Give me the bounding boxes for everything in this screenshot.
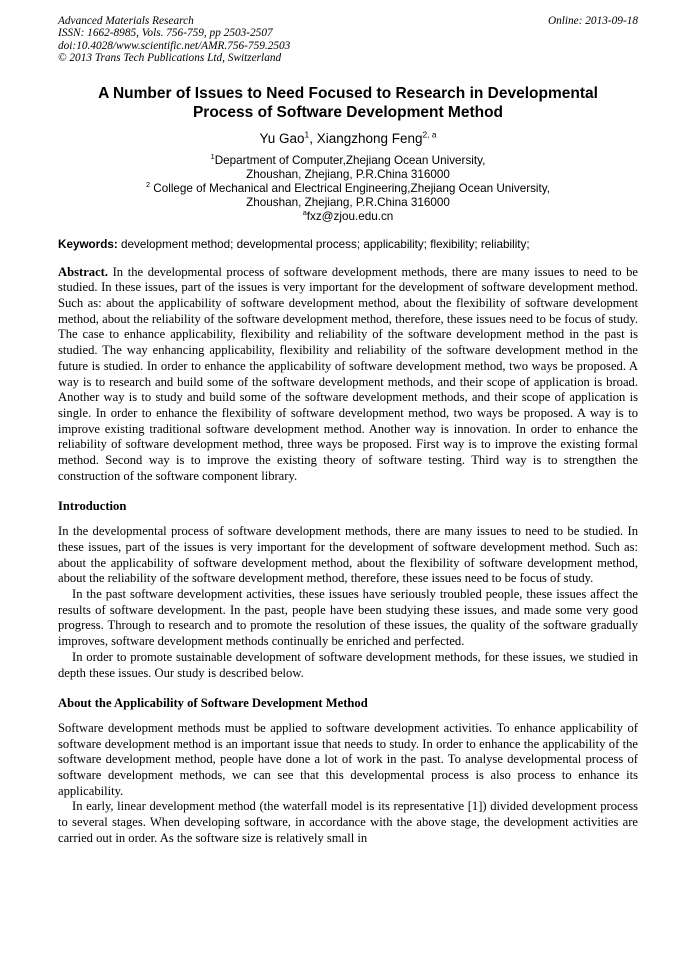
- email-superscript: a: [302, 207, 307, 217]
- doi-line: doi:10.4028/www.scientific.net/AMR.756-759.2503: [58, 39, 291, 52]
- issn-line: ISSN: 1662-8985, Vols. 756-759, pp 2503-2507: [58, 27, 273, 40]
- affiliation-2-line-2: Zhoushan, Zhejiang, P.R.China 316000: [246, 195, 450, 209]
- abstract-paragraph: [58, 265, 638, 485]
- online-date: Online: 2013-09-18: [547, 15, 638, 27]
- affiliation-2-superscript: 2: [145, 179, 151, 189]
- journal-name: Advanced Materials Research: [58, 15, 194, 27]
- affiliation-1-line-2: Zhoushan, Zhejiang, P.R.China 316000: [246, 167, 450, 181]
- applicability-paragraph-1: Software development methods must be applied to software development activities. To enhance applicability of software development method is an important issue that needs to study. In order to enhance the applicability of the software development method, people have done a lot of work in the past. To analyse developmental process of software development methods, we can see that this developmental process is also process to enhance its applicability.: [58, 720, 638, 798]
- copyright-line: © 2013 Trans Tech Publications Ltd, Switzerland: [58, 52, 282, 65]
- applicability-paragraph-2: In early, linear development method (the waterfall model is its representative [1]) divided development process to several stages. When developing software, in accordance with the above stage, the development activities are carried out in order. As the software size is relatively small in: [58, 799, 638, 845]
- abstract-text: In the developmental process of software development methods, there are many issues to need to be studied. In these issues, part of the issues is very important for the development of software development method. Such as: about the applicability of software development method, about the flexibility of software development method, about the reliability of the software development method, therefore, these issues need to be focus of study. The case to enhance applicability, flexibility and reliability of the software development method in the past is studied. The way enhancing applicability, flexibility and reliability of the software development method in the future is studied. In order to enhance the applicability of software development method, two ways be proposed. A way is to research and build some of the software development methods, and their scope of application is broad. Another way is to study and build some of the software development methods, and their scope of application is single. In order to enhance the flexibility of software development method, two ways be proposed. A way is to improve existing traditional software development method. Another way is innovation. In order to enhance the reliability of software development method, three ways be proposed. First way is to improve the existing formal method. Second way is to improve the existing theory of software testing. Third way is to strengthen the construction of the software component library.: [58, 264, 638, 483]
- abstract-label: Abstract.: [58, 264, 109, 279]
- section-heading-introduction: Introduction: [58, 499, 127, 514]
- authors-line: [58, 130, 638, 147]
- affiliation-2-text: College of Mechanical and Electrical Engineering,Zhejiang Ocean University,: [150, 181, 550, 195]
- affiliation-1-line-1: [58, 151, 638, 168]
- introduction-paragraph-2: In the past software development activities, these issues have seriously troubled people, these issues affect the results of software development. In the past, people have been studying these issues, and made some very good progress. Through to research and to promote the resolution of these issues, the quality of the software gradually improves, software development methods continually be enriched and perfected.: [58, 586, 638, 649]
- keywords-label: Keywords:: [58, 237, 118, 251]
- affiliations-block: [58, 151, 638, 224]
- author-2: Xiangzhong Feng: [316, 130, 423, 146]
- publication-info: [58, 15, 290, 65]
- email-line: [58, 207, 638, 224]
- affiliation-1-superscript: 1: [210, 151, 215, 161]
- keywords-text: development method; developmental process; applicability; flexibility; reliability;: [117, 237, 530, 251]
- author-2-superscript: 2, a: [422, 129, 437, 140]
- email-address: fxz@zjou.edu.cn: [306, 209, 394, 223]
- section-heading-applicability: About the Applicability of Software Development Method: [58, 696, 368, 711]
- paper-title: A Number of Issues to Need Focused to Research in Developmental Process of Software Development Method: [98, 84, 598, 121]
- introduction-paragraph-1: In the developmental process of software development methods, there are many issues to need to be studied. In these issues, part of the issues is very important for the development of software development method. Such as: about the applicability of software development method, about the flexibility of software development method, about the reliability of the software development method, therefore, these issues need to be focus of study.: [58, 524, 638, 586]
- introduction-paragraph-3: In order to promote sustainable development of software development methods, for these issues, we studied in depth these issues. Our study is described below.: [58, 649, 638, 680]
- affiliation-1-text: Department of Computer,Zhejiang Ocean University,: [214, 153, 486, 167]
- author-1: Yu Gao: [259, 130, 305, 146]
- affiliation-2-line-1: [58, 179, 638, 196]
- author-separator: ,: [309, 130, 317, 146]
- author-1-superscript: 1: [304, 129, 310, 140]
- keywords-line: [58, 238, 638, 252]
- publication-header: [58, 15, 638, 65]
